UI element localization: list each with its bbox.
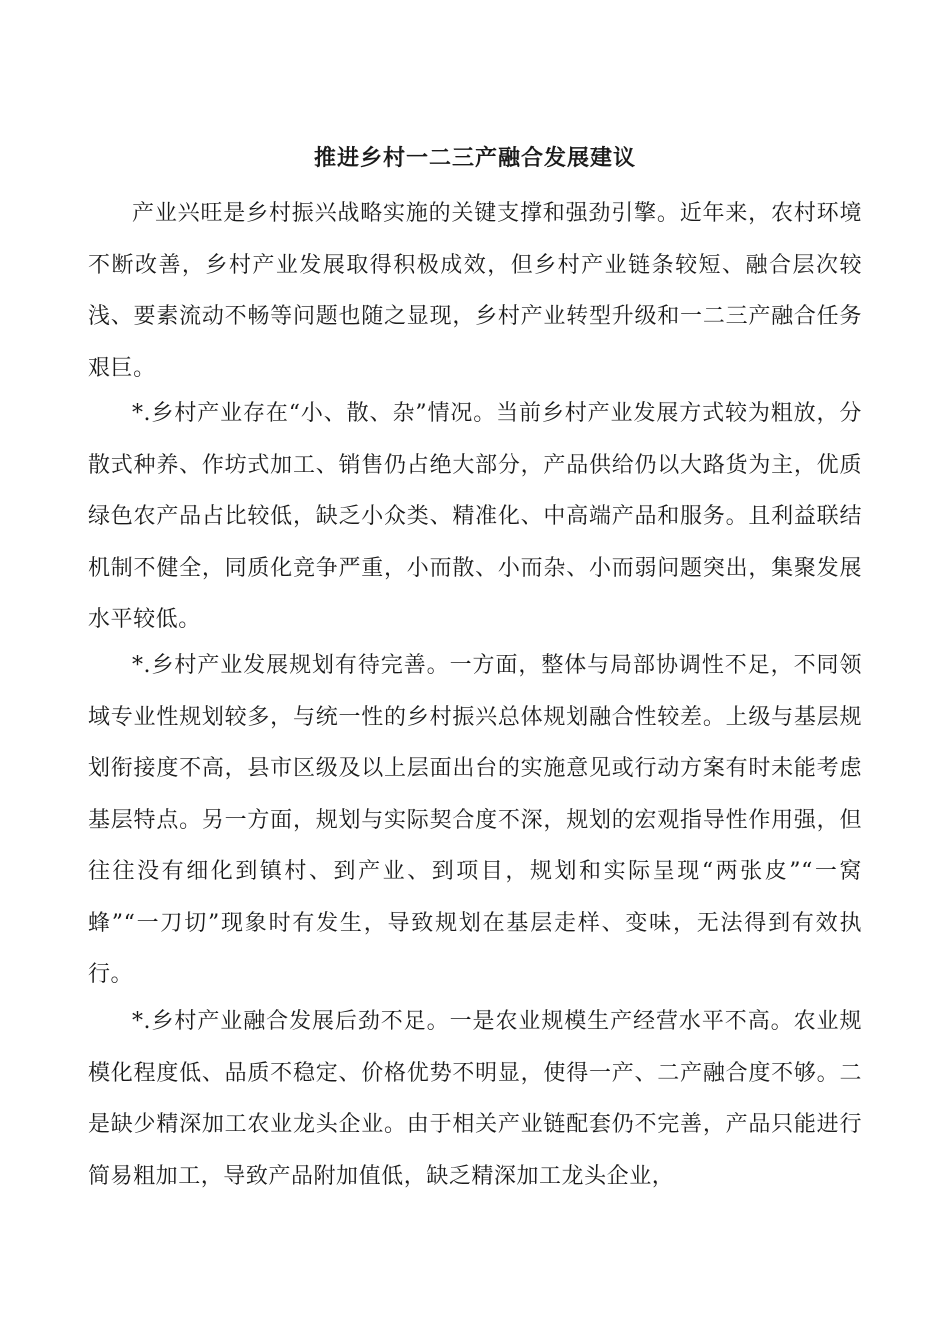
paragraph-planning: *.乡村产业发展规划有待完善。一方面，整体与局部协调性不足，不同领域专业性规划较多，与统一性的乡村振兴总体规划融合性较差。上级与基层规划衔接度不高，县市区级及以上层面出台的实施意见或行动方案有时未能考虑基层特点。另一方面，规划与实际契合度不深，规划的宏观指导性作用强，但往往没有细化到镇村、到产业、到项目，规划和实际呈现“两张皮”“一窝蜂”“一刀切”现象时有发生，导致规划在基层走样、变味，无法得到有效执行。 <box>88 653 862 987</box>
paragraph-integration: *.乡村产业融合发展后劲不足。一是农业规模生产经营水平不高。农业规模化程度低、品质不稳定、价格优势不明显，使得一产、二产融合度不够。二是缺少精深加工农业龙头企业。由于相关产业链配套仍不完善，产品只能进行简易粗加工，导致产品附加值低，缺乏精深加工龙头企业， <box>88 1009 862 1189</box>
paragraph-industry-scattered: *.乡村产业存在“小、散、杂”情况。当前乡村产业发展方式较为粗放，分散式种养、作坊式加工、销售仍占绝大部分，产品供给仍以大路货为主，优质绿色农产品占比较低，缺乏小众类、精准化、中高端产品和服务。且利益联结机制不健全，同质化竞争严重，小而散、小而杂、小而弱问题突出，集聚发展水平较低。 <box>88 401 862 632</box>
document-title: 推进乡村一二三产融合发展建议 <box>313 145 636 171</box>
paragraph-intro: 产业兴旺是乡村振兴战略实施的关键支撑和强劲引擎。近年来，农村环境不断改善，乡村产业发展取得积极成效，但乡村产业链条较短、融合层次较浅、要素流动不畅等问题也随之显现，乡村产业转型升级和一二三产融合任务艰巨。 <box>88 201 862 381</box>
